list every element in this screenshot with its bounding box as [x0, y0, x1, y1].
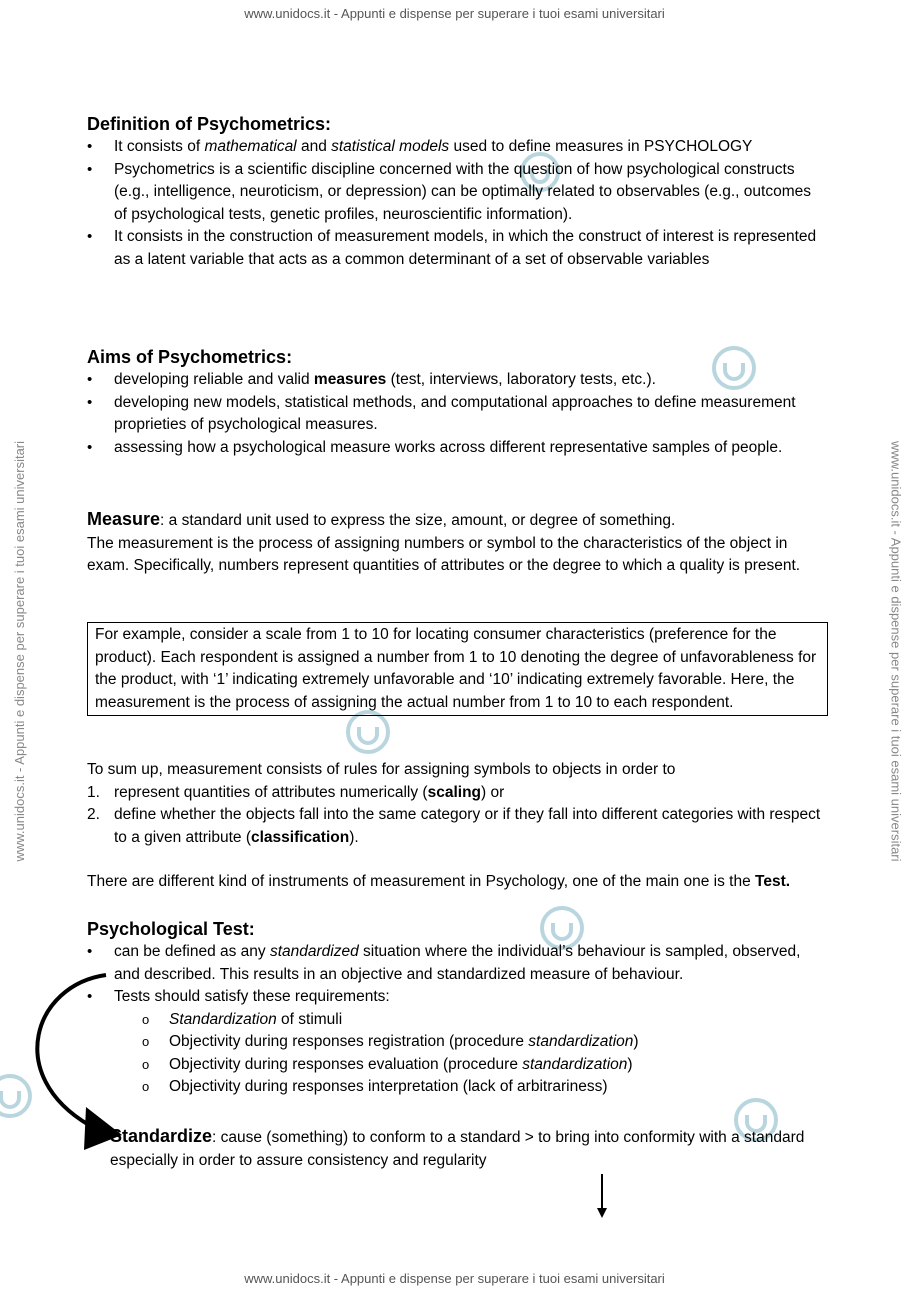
sumup-section	[87, 759, 827, 849]
list-item: • It consists in the construction of measurement models, in which the construct of interest is represented as a latent variable that acts as a common determinant of a set of observable variables	[87, 226, 827, 271]
example-box: For example, consider a scale from 1 to 10 for locating consumer characteristics (preference for the product). Each respondent is assigned a number from 1 to 10 denoting the degree of unfavorableness for the product, with ‘1’ indicating extremely unfavorable and ‘10’ indicating extremely favorable. Here, the measurement is the process of assigning the actual number from 1 to 10 to each respondent.	[87, 622, 828, 716]
list-item: • can be defined as any standardized situation where the individual’s behaviour is sampled, observed, and described. This results in an objective and standardized measure of behaviour.	[87, 941, 827, 986]
list-item: • developing new models, statistical methods, and computational approaches to define measurement proprieties of psychological measures.	[87, 392, 827, 437]
curved-arrow-icon	[14, 965, 124, 1155]
watermark-right: www.unidocs.it - Appunti e dispense per superare i tuoi esami universitari	[888, 440, 904, 862]
list-item: 1. represent quantities of attributes numerically (scaling) or	[87, 783, 505, 801]
list-item: o Objectivity during responses registration (procedure standardization)	[114, 1031, 827, 1054]
instruments-paragraph: There are different kind of instruments of measurement in Psychology, one of the main one is the Test.	[87, 873, 791, 890]
watermark-left: www.unidocs.it - Appunti e dispense per superare i tuoi esami universitari	[11, 440, 27, 862]
list-item: 2. define whether the objects fall into the same category or if they fall into different categories with respect to a given attribute (classification).	[87, 806, 821, 846]
standardize-definition: Standardize: cause (something) to conform to a standard > to bring into conformity with a standard especially in order to assure consistency and regularity	[110, 1126, 805, 1169]
sumup-list	[87, 782, 827, 850]
definition-title: Definition of Psychometrics:	[87, 114, 332, 134]
list-item: • assessing how a psychological measure works across different representative samples of people.	[87, 437, 827, 460]
measure-definition: Measure: a standard unit used to express the size, amount, or degree of something.	[87, 509, 676, 529]
measure-paragraph: The measurement is the process of assigning numbers or symbol to the characteristics of the object in exam. Specifically, numbers represent quantities of attributes or the degree to which a quality is present.	[87, 534, 801, 574]
definition-section	[87, 112, 827, 271]
down-arrow-icon	[594, 1174, 610, 1220]
test-title: Psychological Test:	[87, 919, 255, 939]
test-section	[87, 917, 827, 1099]
list-item: • Psychometrics is a scientific discipline concerned with the question of how psychological constructs (e.g., intelligence, neuroticism, or depression) can be optimally related to observables (e.g., outcomes of psychological tests, genetic profiles, neuroscientific information).	[87, 159, 827, 227]
watermark-top: www.unidocs.it - Appunti e dispense per superare i tuoi esami universitari	[244, 6, 665, 21]
list-item: o Standardization of stimuli	[114, 1009, 827, 1032]
list-item: • Tests should satisfy these requirements: o Standardization of stimuli o Objectivity during responses registration (procedure standardization) o Objectivity during responses evaluation (procedure standardization) o Objectivity during responses interpretation (lack of arbitrariness)	[87, 986, 827, 1099]
requirements-list	[114, 1009, 827, 1099]
definition-list	[87, 136, 827, 271]
measure-section	[87, 508, 827, 578]
list-item: • developing reliable and valid measures (test, interviews, laboratory tests, etc.).	[87, 369, 827, 392]
list-item: o Objectivity during responses evaluation (procedure standardization)	[114, 1054, 827, 1077]
sumup-intro: To sum up, measurement consists of rules for assigning symbols to objects in order to	[87, 761, 676, 778]
aims-list	[87, 369, 827, 459]
list-item: o Objectivity during responses interpretation (lack of arbitrariness)	[114, 1076, 827, 1099]
test-list	[87, 941, 827, 1099]
list-item: • It consists of mathematical and statistical models used to define measures in PSYCHOLOGY	[87, 136, 827, 159]
aims-section	[87, 345, 827, 459]
aims-title: Aims of Psychometrics:	[87, 347, 293, 367]
standardize-section	[110, 1125, 810, 1172]
watermark-bottom: www.unidocs.it - Appunti e dispense per superare i tuoi esami universitari	[244, 1271, 665, 1286]
